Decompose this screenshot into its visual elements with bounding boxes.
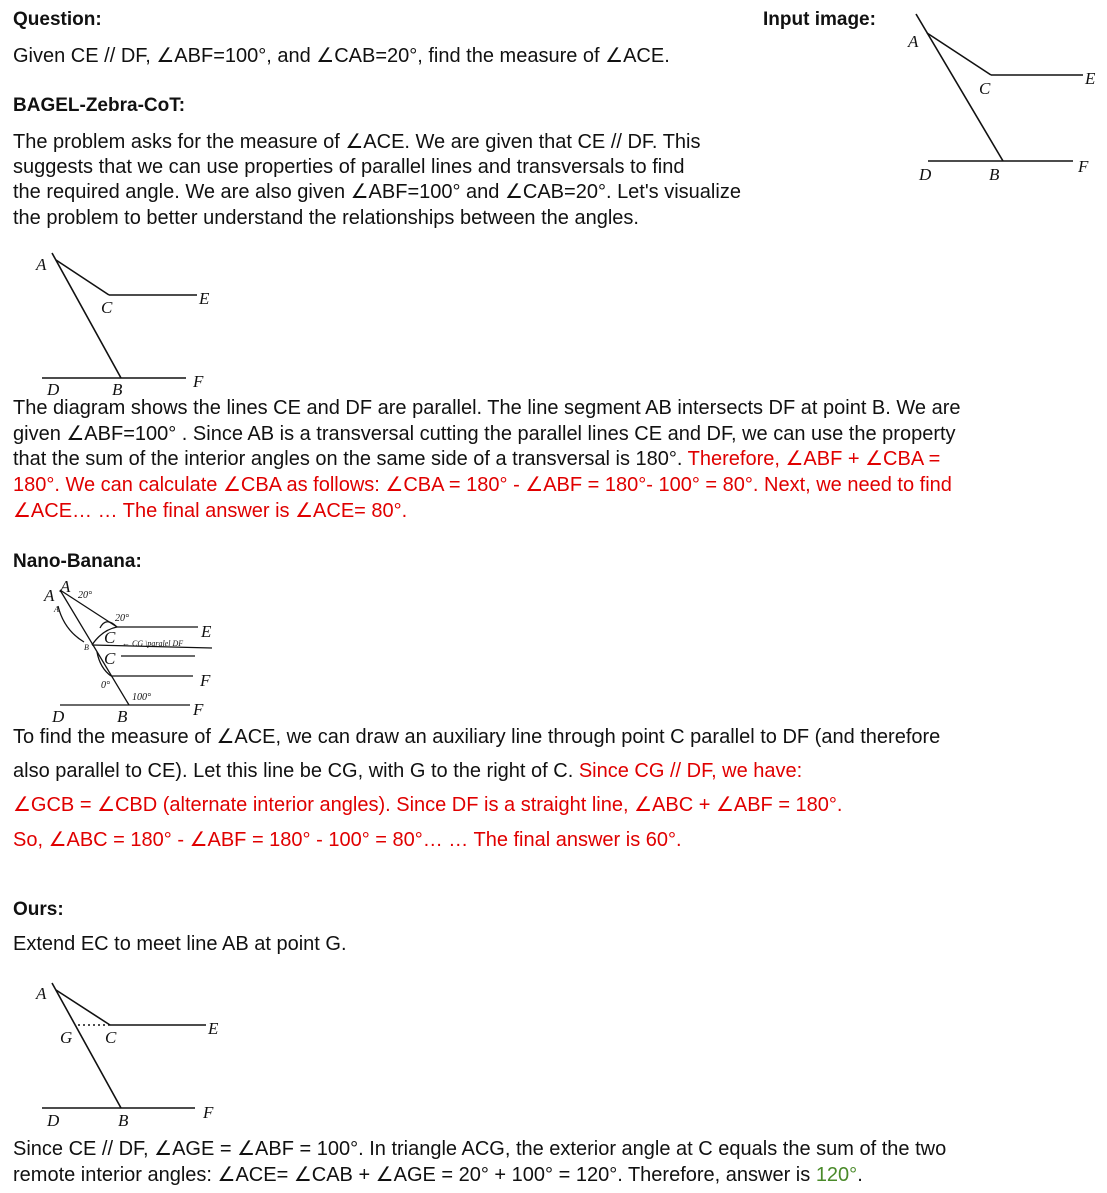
error-text: Therefore, ∠ABF + ∠CBA = xyxy=(687,448,941,470)
nano-banana-label: Nano-Banana: xyxy=(13,551,142,572)
error-text: So, ∠ABC = 180° - ∠ABF = 180° - 100° = 80°… … The final answer is 60°. xyxy=(13,829,682,851)
label-F: F xyxy=(203,1103,214,1122)
label-C: C xyxy=(979,79,991,98)
text-segment: given ∠ABF=100° . Since AB is a transversal cutting the parallel lines CE and DF, we can use the property xyxy=(13,423,956,445)
label-B: B xyxy=(117,707,128,726)
label-G: G xyxy=(60,1028,73,1047)
text-segment: also parallel to CE). Let this line be CG, with G to the right of C. xyxy=(13,760,579,782)
label-C: C xyxy=(105,1028,117,1047)
ours-label: Ours: xyxy=(13,899,64,920)
label-E: E xyxy=(201,622,212,641)
label-F: F xyxy=(1078,157,1089,176)
label-F: F xyxy=(200,671,211,690)
label-A: A xyxy=(908,32,919,51)
error-text: Since CG // DF, we have: xyxy=(578,760,803,782)
question-text: Given CE // DF, ∠ABF=100°, and ∠CAB=20°, find the measure of ∠ACE. xyxy=(13,45,670,67)
label-A: A xyxy=(54,605,59,614)
label-D: D xyxy=(52,707,65,726)
label-D: D xyxy=(47,380,60,399)
angle-label: 100° xyxy=(132,692,151,703)
correct-answer: 120° xyxy=(815,1164,858,1186)
text-segment: Since CE // DF, ∠AGE = ∠ABF = 100°. In triangle ACG, the exterior angle at C equals the sum of the two xyxy=(13,1138,947,1160)
label-B: B xyxy=(118,1111,129,1130)
label-D: D xyxy=(47,1111,60,1130)
error-text: ∠ACE… … The final answer is ∠ACE= 80°. xyxy=(13,500,408,522)
text-segment: The problem asks for the measure of ∠ACE. We are given that CE // DF. This xyxy=(13,131,701,153)
angle-label: 0° xyxy=(101,680,110,691)
label-B: B xyxy=(84,643,89,652)
label-E: E xyxy=(199,289,210,308)
label-B: B xyxy=(989,165,1000,184)
question-label: Question: xyxy=(13,9,102,30)
label-A: A xyxy=(36,255,47,274)
label-B: B xyxy=(112,380,123,399)
text-segment: . xyxy=(857,1164,863,1186)
label-E: E xyxy=(1085,69,1096,88)
text-segment: To find the measure of ∠ACE, we can draw an auxiliary line through point C parallel to DF (and therefore xyxy=(13,726,941,748)
label-A: A xyxy=(36,984,47,1003)
input-image-label: Input image: xyxy=(763,9,876,30)
label-D: D xyxy=(919,165,932,184)
label-C: C xyxy=(104,649,116,668)
label-C: C xyxy=(104,628,116,647)
text-segment: remote interior angles: ∠ACE= ∠CAB + ∠AGE = 20° + 100° = 120°. Therefore, answer is xyxy=(13,1164,816,1186)
bagel-diagram xyxy=(42,253,197,378)
cg-note: ← CG \paralel DF xyxy=(122,639,184,648)
bagel-label: BAGEL-Zebra-CoT: xyxy=(13,95,186,116)
label-F: F xyxy=(193,700,204,719)
text-segment: that the sum of the interior angles on the same side of a transversal is 180°. xyxy=(13,448,688,470)
label-A: A xyxy=(44,586,55,605)
text-segment: The diagram shows the lines CE and DF are parallel. The line segment AB intersects DF at point B. We are xyxy=(13,397,961,419)
label-A: A xyxy=(60,577,71,596)
text-segment: Extend EC to meet line AB at point G. xyxy=(13,933,347,955)
input-diagram xyxy=(916,14,1083,161)
angle-label: 20° xyxy=(115,613,129,624)
label-C: C xyxy=(101,298,113,317)
text-segment: the required angle. We are also given ∠ABF=100° and ∠CAB=20°. Let's visualize xyxy=(13,181,741,203)
text-segment: suggests that we can use properties of parallel lines and transversals to find xyxy=(13,156,685,178)
label-E: E xyxy=(208,1019,219,1038)
error-text: 180°. We can calculate ∠CBA as follows: ∠CBA = 180° - ∠ABF = 180°- 100° = 80°. Next, we need to find xyxy=(13,474,952,496)
label-F: F xyxy=(193,372,204,391)
text-segment: the problem to better understand the relationships between the angles. xyxy=(13,207,639,229)
error-text: ∠GCB = ∠CBD (alternate interior angles). Since DF is a straight line, ∠ABC + ∠ABF = 180°. xyxy=(13,794,843,816)
angle-label: 20° xyxy=(78,590,92,601)
